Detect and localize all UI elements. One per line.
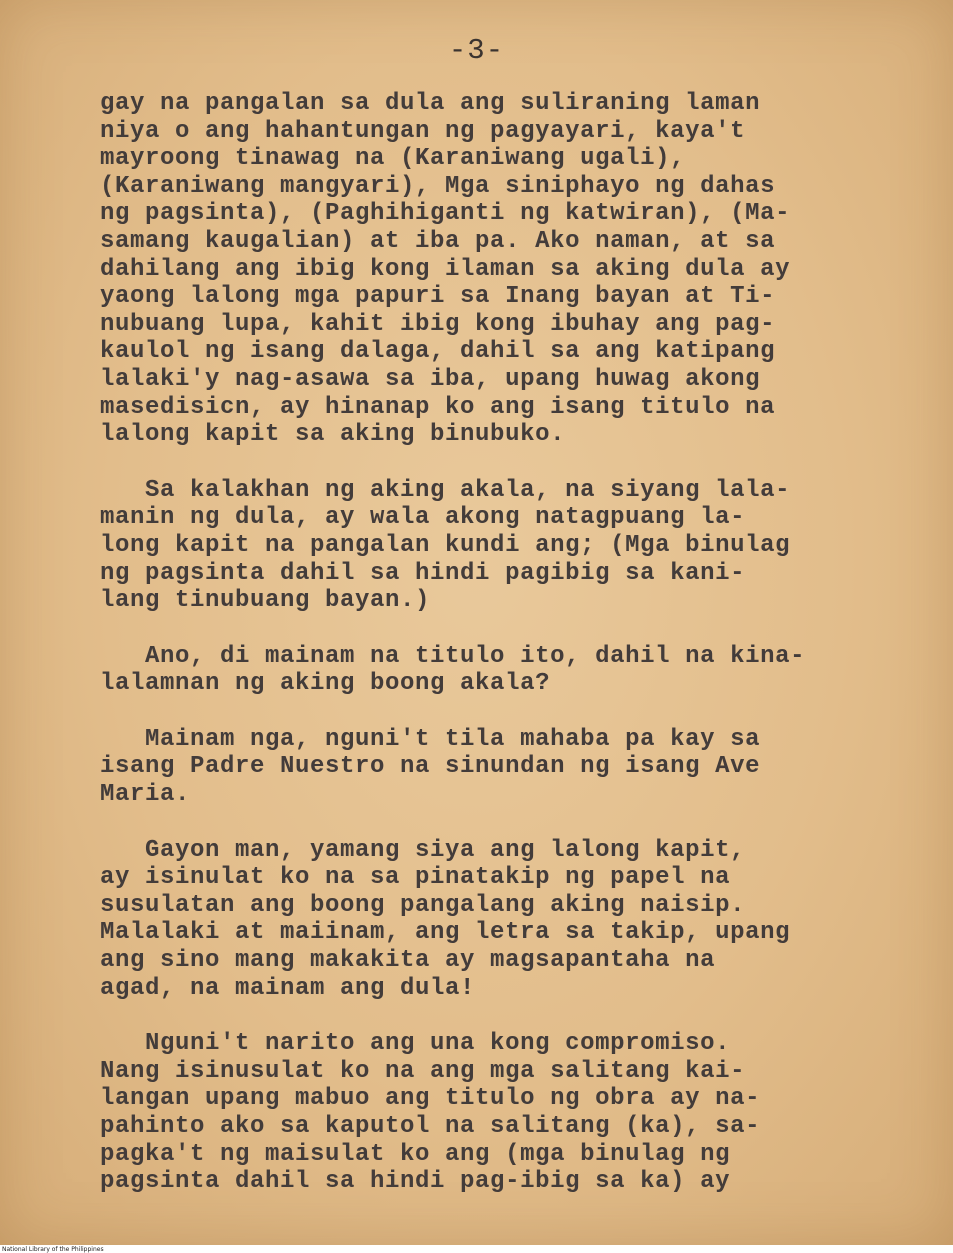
text-line: agad, na mainam ang dula!: [100, 974, 476, 1002]
text-line: (Karaniwang mangyari), Mga siniphayo ng dahas: [100, 172, 776, 200]
text-line: ang sino mang makakita ay magsapantaha na: [100, 947, 716, 975]
body-text: [100, 90, 940, 1196]
text-line: gay na pangalan sa dula ang suliraning laman: [100, 90, 761, 117]
text-line: pagka't ng maisulat ko ang (mga binulag ng: [100, 1140, 731, 1168]
text-line: long kapit na pangalan kundi ang; (Mga binulag: [100, 531, 791, 559]
text-line: pahinto ako sa kaputol na salitang (ka), sa-: [100, 1113, 761, 1140]
text-line: isang Padre Nuestro na sinundan ng isang Ave: [100, 753, 761, 781]
text-line: lalamnan ng aking boong akala?: [100, 670, 551, 698]
paragraph-3: [100, 643, 940, 698]
text-line: kaulol ng isang dalaga, dahil sa ang katipang: [100, 338, 776, 366]
text-line: Nguni't narito ang una kong compromiso.: [100, 1030, 731, 1058]
text-line: Gayon man, yamang siya ang lalong kapit,: [100, 836, 746, 864]
text-line: masedisicn, ay hinanap ko ang isang titulo na: [100, 393, 776, 421]
text-line: yaong lalong mga papuri sa Inang bayan at Ti-: [100, 283, 776, 311]
text-line: Ano, di mainam na titulo ito, dahil na kina-: [100, 642, 806, 670]
paragraph-2: [100, 477, 940, 615]
text-line: susulatan ang boong pangalang aking naisip.: [100, 891, 746, 919]
text-line: ay isinulat ko na sa pinatakip ng papel na: [100, 864, 731, 892]
text-line: Sa kalakhan ng aking akala, na siyang lala-: [100, 476, 791, 504]
text-line: lalaki'y nag-asawa sa iba, upang huwag akong: [100, 365, 761, 393]
footer-caption: National Library of the Philippines: [2, 1246, 104, 1253]
text-line: lang tinubuang bayan.): [100, 587, 431, 615]
text-line: ng pagsinta), (Paghihiganti ng katwiran), (Ma-: [100, 200, 791, 228]
paragraph-4: [100, 726, 940, 809]
text-line: manin ng dula, ay wala akong natagpuang la-: [100, 504, 746, 532]
text-line: niya o ang hahantungan ng pagyayari, kaya't: [100, 117, 746, 145]
paragraph-6: [100, 1030, 940, 1196]
text-line: langan upang mabuo ang titulo ng obra ay na-: [100, 1085, 761, 1113]
text-line: nubuang lupa, kahit ibig kong ibuhay ang pag-: [100, 310, 776, 338]
text-line: Maria.: [100, 781, 191, 809]
paragraph-1: [100, 90, 940, 449]
page-number: -3-: [448, 34, 505, 67]
text-line: Mainam nga, nguni't tila mahaba pa kay sa: [100, 725, 761, 753]
text-line: Malalaki at maiinam, ang letra sa takip, upang: [100, 919, 791, 947]
text-line: pagsinta dahil sa hindi pag-ibig sa ka) ay: [100, 1168, 731, 1196]
text-line: dahilang ang ibig kong ilaman sa aking dula ay: [100, 255, 791, 283]
text-line: mayroong tinawag na (Karaniwang ugali),: [100, 145, 686, 173]
paragraph-5: [100, 837, 940, 1003]
text-line: samang kaugalian) at iba pa. Ako naman, at sa: [100, 227, 776, 255]
text-line: lalong kapit sa aking binubuko.: [100, 421, 566, 449]
text-line: Nang isinusulat ko na ang mga salitang kai-: [100, 1057, 746, 1085]
text-line: ng pagsinta dahil sa hindi pagibig sa kani-: [100, 559, 746, 587]
